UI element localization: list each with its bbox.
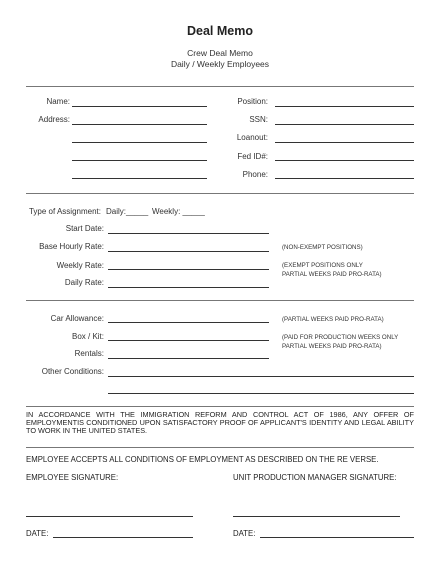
position-field[interactable]	[275, 106, 414, 107]
car-allowance-note: (PARTIAL WEEKS PAID PRO-RATA)	[282, 316, 384, 323]
box-kit-note-2: PARTIAL WEEKS PAID PRO-RATA)	[282, 343, 382, 350]
name-field[interactable]	[72, 106, 207, 107]
fedid-label: Fed ID#:	[237, 152, 268, 161]
upm-signature-label: UNIT PRODUCTION MANAGER SIGNATURE:	[233, 473, 397, 482]
base-hourly-label: Base Hourly Rate:	[39, 242, 104, 251]
rentals-field[interactable]	[108, 358, 269, 359]
loanout-label: Loanout:	[236, 133, 268, 142]
employee-date-label: DATE:	[26, 529, 49, 538]
divider-allowances	[26, 406, 414, 407]
employee-date-field[interactable]	[53, 537, 193, 538]
daily-option[interactable]: Daily:_____	[106, 207, 149, 216]
car-allowance-field[interactable]	[108, 322, 269, 323]
base-hourly-field[interactable]	[108, 251, 269, 252]
rentals-label: Rentals:	[74, 349, 104, 358]
employee-signature-label: EMPLOYEE SIGNATURE:	[26, 473, 119, 482]
base-hourly-note: (NON-EXEMPT POSITIONS)	[282, 244, 363, 251]
employee-accepts-text: EMPLOYEE ACCEPTS ALL CONDITIONS OF EMPLOYMENT AS DESCRIBED ON THE RE VERSE.	[26, 455, 379, 464]
divider-personal	[26, 193, 414, 194]
other-conditions-label: Other Conditions:	[41, 367, 104, 376]
position-label: Position:	[237, 97, 268, 106]
type-of-assignment-label: Type of Assignment:	[28, 207, 101, 216]
car-allowance-label: Car Allowance:	[50, 314, 104, 323]
other-conditions-field-1[interactable]	[108, 376, 414, 377]
phone-field[interactable]	[275, 178, 414, 179]
upm-date-field[interactable]	[260, 537, 414, 538]
divider-legal	[26, 447, 414, 448]
employee-signature-field[interactable]	[26, 516, 193, 517]
daily-rate-label: Daily Rate:	[64, 278, 104, 287]
other-conditions-field-2[interactable]	[108, 393, 414, 394]
ssn-label: SSN:	[249, 115, 268, 124]
page-title: Deal Memo	[187, 24, 253, 38]
weekly-option[interactable]: Weekly: _____	[152, 207, 205, 216]
weekly-rate-label: Weekly Rate:	[56, 261, 104, 270]
address-field-2[interactable]	[72, 142, 207, 143]
address-field-4[interactable]	[72, 178, 207, 179]
weekly-rate-field[interactable]	[108, 269, 269, 270]
address-field-3[interactable]	[72, 160, 207, 161]
start-date-label: Start Date:	[65, 224, 104, 233]
upm-signature-field[interactable]	[233, 516, 400, 517]
address-field-1[interactable]	[72, 124, 207, 125]
fedid-field[interactable]	[275, 160, 414, 161]
box-kit-label: Box / Kit:	[71, 332, 104, 341]
weekly-rate-note-1: (EXEMPT POSITIONS ONLY	[282, 262, 363, 269]
loanout-field[interactable]	[275, 142, 414, 143]
start-date-field[interactable]	[108, 233, 269, 234]
box-kit-note-1: (PAID FOR PRODUCTION WEEKS ONLY	[282, 334, 399, 341]
divider-top	[26, 86, 414, 87]
divider-assignment	[26, 300, 414, 301]
upm-date-label: DATE:	[233, 529, 256, 538]
weekly-rate-note-2: PARTIAL WEEKS PAID PRO-RATA)	[282, 271, 382, 278]
name-label: Name:	[46, 97, 70, 106]
immigration-notice: IN ACCORDANCE WITH THE IMMIGRATION REFORM AND CONTROL ACT OF 1986, ANY OFFER OF EMPLOYMENTIS CONDITIONED UPON SATISFACTORY PROOF OF APPLICANT'S IDENTITY AND LEGAL ABILITY TO WORK IN THE UNITED STATES.	[26, 410, 414, 436]
subtitle-daily-weekly: Daily / Weekly Employees	[170, 59, 270, 69]
phone-label: Phone:	[242, 170, 268, 179]
daily-rate-field[interactable]	[108, 287, 269, 288]
address-label: Address:	[38, 115, 70, 124]
subtitle-crew-deal-memo: Crew Deal Memo	[187, 48, 253, 58]
box-kit-field[interactable]	[108, 340, 269, 341]
ssn-field[interactable]	[275, 124, 414, 125]
